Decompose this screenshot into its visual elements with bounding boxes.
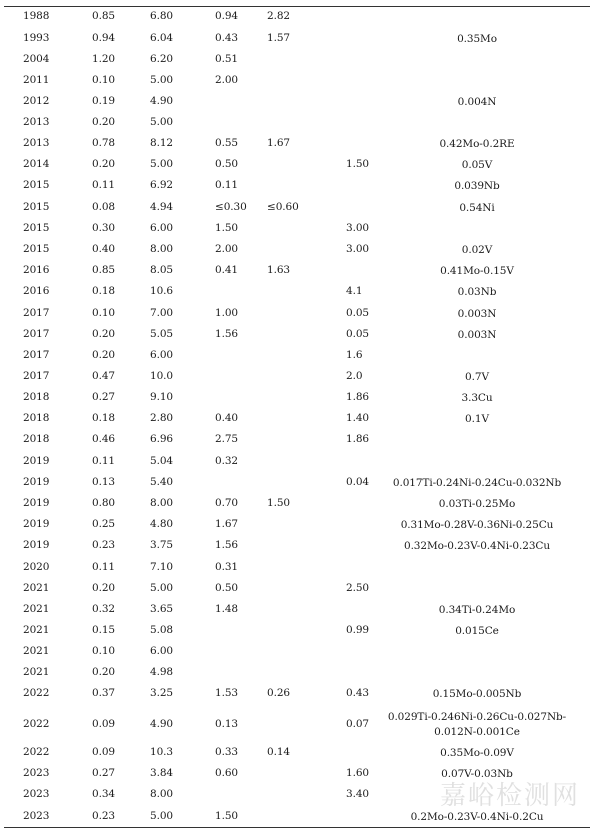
year-cell: 2023 — [23, 767, 50, 779]
col2-cell: 6.96 — [150, 433, 173, 445]
col1-cell: 0.32 — [92, 603, 115, 615]
other-elements-cell: 0.15Mo-0.005Nb — [432, 688, 522, 700]
col1-cell: 0.18 — [92, 412, 115, 424]
other-elements-cell: 0.02V — [461, 244, 493, 256]
col2-cell: 10.6 — [150, 285, 173, 297]
col3-cell: 0.13 — [215, 718, 238, 730]
year-cell: 2018 — [23, 433, 50, 445]
year-cell: 2013 — [23, 137, 50, 149]
col1-cell: 0.27 — [92, 391, 115, 403]
col2-cell: 5.08 — [150, 624, 173, 636]
col1-cell: 0.20 — [92, 582, 115, 594]
col3-cell: 1.67 — [215, 518, 238, 530]
col3-cell: 0.33 — [215, 746, 238, 758]
col2-cell: 6.92 — [150, 179, 173, 191]
other-elements-cell: 0.029Ti-0.246Ni-0.26Cu-0.027Nb-0.012N-0.001Ce — [387, 711, 567, 738]
col1-cell: 0.09 — [92, 746, 115, 758]
year-cell: 2018 — [23, 391, 50, 403]
year-cell: 2012 — [23, 95, 50, 107]
year-cell: 2021 — [23, 582, 50, 594]
other-elements-cell: 0.31Mo-0.28V-0.36Ni-0.25Cu — [400, 519, 554, 531]
col4-cell: 1.67 — [267, 137, 290, 149]
col3-cell: 1.48 — [215, 603, 238, 615]
col1-cell: 0.20 — [92, 158, 115, 170]
other-elements-cell: 0.003N — [457, 329, 497, 341]
year-cell: 2019 — [23, 518, 50, 530]
other-elements-cell: 0.039Nb — [454, 180, 500, 192]
col4-cell: 2.82 — [267, 10, 290, 22]
col2-cell: 9.10 — [150, 391, 173, 403]
col2-cell: 6.20 — [150, 53, 173, 65]
col5-cell: 0.99 — [346, 624, 369, 636]
col2-cell: 2.80 — [150, 412, 173, 424]
col5-cell: 3.00 — [346, 222, 369, 234]
col3-cell: 0.31 — [215, 561, 238, 573]
col3-cell: 1.50 — [215, 810, 238, 822]
col3-cell: 0.60 — [215, 767, 238, 779]
other-elements-cell: 0.35Mo-0.09V — [440, 747, 514, 759]
year-cell: 2017 — [23, 349, 50, 361]
other-elements-cell: 0.2Mo-0.23V-0.4Ni-0.2Cu — [410, 811, 544, 823]
col3-cell: 2.00 — [215, 243, 238, 255]
year-cell: 2019 — [23, 539, 50, 551]
year-cell: 2004 — [23, 53, 50, 65]
col2-cell: 5.00 — [150, 582, 173, 594]
col1-cell: 0.94 — [92, 32, 115, 44]
year-cell: 1993 — [23, 32, 50, 44]
col2-cell: 6.80 — [150, 10, 173, 22]
col5-cell: 0.05 — [346, 307, 369, 319]
other-elements-cell: 0.35Mo — [457, 33, 497, 45]
other-elements-cell: 0.34Ti-0.24Mo — [438, 604, 516, 616]
col2-cell: 4.90 — [150, 718, 173, 730]
col1-cell: 0.78 — [92, 137, 115, 149]
col3-cell: 0.43 — [215, 32, 238, 44]
other-elements-cell: 0.004N — [457, 96, 497, 108]
col3-cell: 0.41 — [215, 264, 238, 276]
year-cell: 2023 — [23, 810, 50, 822]
col5-cell: 1.86 — [346, 391, 369, 403]
col5-cell: 3.40 — [346, 788, 369, 800]
col2-cell: 8.05 — [150, 264, 173, 276]
year-cell: 2017 — [23, 307, 50, 319]
col1-cell: 0.47 — [92, 370, 115, 382]
col3-cell: 2.00 — [215, 74, 238, 86]
year-cell: 2017 — [23, 328, 50, 340]
col1-cell: 0.10 — [92, 307, 115, 319]
year-cell: 2022 — [23, 746, 50, 758]
col4-cell: 1.50 — [267, 497, 290, 509]
col2-cell: 5.40 — [150, 476, 173, 488]
col3-cell: 0.55 — [215, 137, 238, 149]
col5-cell: 0.05 — [346, 328, 369, 340]
col1-cell: 0.20 — [92, 328, 115, 340]
table-bottom-rule — [4, 827, 590, 828]
other-elements-cell: 0.003N — [457, 308, 497, 320]
col3-cell: 0.94 — [215, 10, 238, 22]
col1-cell: 0.37 — [92, 687, 115, 699]
year-cell: 2018 — [23, 412, 50, 424]
col5-cell: 4.1 — [346, 285, 363, 297]
col2-cell: 3.75 — [150, 539, 173, 551]
year-cell: 2023 — [23, 788, 50, 800]
col2-cell: 6.00 — [150, 349, 173, 361]
col2-cell: 4.90 — [150, 95, 173, 107]
col3-cell: 0.50 — [215, 582, 238, 594]
year-cell: 2014 — [23, 158, 50, 170]
col1-cell: 0.11 — [92, 455, 115, 467]
other-elements-cell: 0.015Ce — [455, 625, 499, 637]
col5-cell: 0.07 — [346, 718, 369, 730]
col1-cell: 0.19 — [92, 95, 115, 107]
col1-cell: 0.46 — [92, 433, 115, 445]
year-cell: 2021 — [23, 603, 50, 615]
other-elements-cell: 0.54Ni — [459, 202, 495, 214]
col3-cell: 1.50 — [215, 222, 238, 234]
col1-cell: 0.34 — [92, 788, 115, 800]
year-cell: 2021 — [23, 645, 50, 657]
col1-cell: 0.85 — [92, 264, 115, 276]
col1-cell: 0.09 — [92, 718, 115, 730]
col1-cell: 0.10 — [92, 74, 115, 86]
col2-cell: 5.05 — [150, 328, 173, 340]
year-cell: 2019 — [23, 455, 50, 467]
other-elements-cell: 0.42Mo-0.2RE — [439, 138, 515, 150]
col3-cell: 0.32 — [215, 455, 238, 467]
col5-cell: 0.04 — [346, 476, 369, 488]
col1-cell: 0.13 — [92, 476, 115, 488]
col3-cell: 1.53 — [215, 687, 238, 699]
other-elements-cell: 0.32Mo-0.23V-0.4Ni-0.23Cu — [403, 540, 550, 552]
year-cell: 2016 — [23, 264, 50, 276]
col5-cell: 2.0 — [346, 370, 363, 382]
col2-cell: 6.04 — [150, 32, 173, 44]
col4-cell: ≤0.60 — [267, 201, 299, 213]
col2-cell: 5.00 — [150, 116, 173, 128]
year-cell: 2016 — [23, 285, 50, 297]
col4-cell: 0.26 — [267, 687, 290, 699]
col1-cell: 0.15 — [92, 624, 115, 636]
col1-cell: 0.23 — [92, 810, 115, 822]
col1-cell: 0.11 — [92, 561, 115, 573]
year-cell: 2011 — [23, 74, 50, 86]
col2-cell: 5.00 — [150, 74, 173, 86]
col2-cell: 5.00 — [150, 158, 173, 170]
col2-cell: 5.04 — [150, 455, 173, 467]
col4-cell: 1.57 — [267, 32, 290, 44]
col1-cell: 0.11 — [92, 179, 115, 191]
col5-cell: 1.6 — [346, 349, 363, 361]
other-elements-cell: 0.03Ti-0.25Mo — [438, 498, 516, 510]
col5-cell: 0.43 — [346, 687, 369, 699]
col1-cell: 0.30 — [92, 222, 115, 234]
other-elements-cell: 0.03Nb — [457, 286, 497, 298]
col1-cell: 0.23 — [92, 539, 115, 551]
other-elements-cell: 0.07V-0.03Nb — [441, 768, 513, 780]
col2-cell: 4.94 — [150, 201, 173, 213]
col4-cell: 1.63 — [267, 264, 290, 276]
col2-cell: 6.00 — [150, 645, 173, 657]
col2-cell: 10.0 — [150, 370, 173, 382]
col1-cell: 0.20 — [92, 349, 115, 361]
col1-cell: 0.20 — [92, 666, 115, 678]
col2-cell: 6.00 — [150, 222, 173, 234]
year-cell: 2020 — [23, 561, 50, 573]
col3-cell: 1.56 — [215, 539, 238, 551]
col1-cell: 0.25 — [92, 518, 115, 530]
other-elements-cell: 3.3Cu — [461, 392, 493, 404]
col2-cell: 8.00 — [150, 788, 173, 800]
watermark-logo: 嘉峪检测网 — [439, 781, 580, 811]
year-cell: 1988 — [23, 10, 50, 22]
col3-cell: 1.00 — [215, 307, 238, 319]
col1-cell: 0.10 — [92, 645, 115, 657]
col2-cell: 8.00 — [150, 497, 173, 509]
col1-cell: 0.80 — [92, 497, 115, 509]
col4-cell: 0.14 — [267, 746, 290, 758]
col3-cell: 0.51 — [215, 53, 238, 65]
col5-cell: 2.50 — [346, 582, 369, 594]
year-cell: 2017 — [23, 370, 50, 382]
col2-cell: 7.10 — [150, 561, 173, 573]
other-elements-cell: 0.41Mo-0.15V — [440, 265, 514, 277]
col2-cell: 4.80 — [150, 518, 173, 530]
col3-cell: 0.11 — [215, 179, 238, 191]
col1-cell: 0.85 — [92, 10, 115, 22]
col2-cell: 3.25 — [150, 687, 173, 699]
year-cell: 2019 — [23, 497, 50, 509]
col5-cell: 1.60 — [346, 767, 369, 779]
col5-cell: 1.40 — [346, 412, 369, 424]
col2-cell: 7.00 — [150, 307, 173, 319]
year-cell: 2015 — [23, 222, 50, 234]
col3-cell: 2.75 — [215, 433, 238, 445]
col1-cell: 0.18 — [92, 285, 115, 297]
col1-cell: 0.08 — [92, 201, 115, 213]
col3-cell: 1.56 — [215, 328, 238, 340]
col3-cell: 0.50 — [215, 158, 238, 170]
year-cell: 2015 — [23, 179, 50, 191]
other-elements-cell: 0.05V — [461, 159, 493, 171]
year-cell: 2013 — [23, 116, 50, 128]
col2-cell: 5.00 — [150, 810, 173, 822]
year-cell: 2019 — [23, 476, 50, 488]
year-cell: 2021 — [23, 624, 50, 636]
col2-cell: 10.3 — [150, 746, 173, 758]
col2-cell: 8.12 — [150, 137, 173, 149]
col1-cell: 1.20 — [92, 53, 115, 65]
col2-cell: 8.00 — [150, 243, 173, 255]
col5-cell: 3.00 — [346, 243, 369, 255]
col1-cell: 0.27 — [92, 767, 115, 779]
col1-cell: 0.20 — [92, 116, 115, 128]
year-cell: 2021 — [23, 666, 50, 678]
other-elements-cell: 0.1V — [465, 413, 489, 425]
year-cell: 2015 — [23, 201, 50, 213]
year-cell: 2022 — [23, 687, 50, 699]
col5-cell: 1.50 — [346, 158, 369, 170]
col3-cell: 0.70 — [215, 497, 238, 509]
table-top-rule — [4, 6, 590, 7]
col3-cell: ≤0.30 — [215, 201, 247, 213]
col2-cell: 3.65 — [150, 603, 173, 615]
year-cell: 2015 — [23, 243, 50, 255]
col1-cell: 0.40 — [92, 243, 115, 255]
col5-cell: 1.86 — [346, 433, 369, 445]
other-elements-cell: 0.017Ti-0.24Ni-0.24Cu-0.032Nb — [392, 477, 562, 489]
col3-cell: 0.40 — [215, 412, 238, 424]
year-cell: 2022 — [23, 718, 50, 730]
col2-cell: 3.84 — [150, 767, 173, 779]
other-elements-cell: 0.7V — [465, 371, 489, 383]
col2-cell: 4.98 — [150, 666, 173, 678]
